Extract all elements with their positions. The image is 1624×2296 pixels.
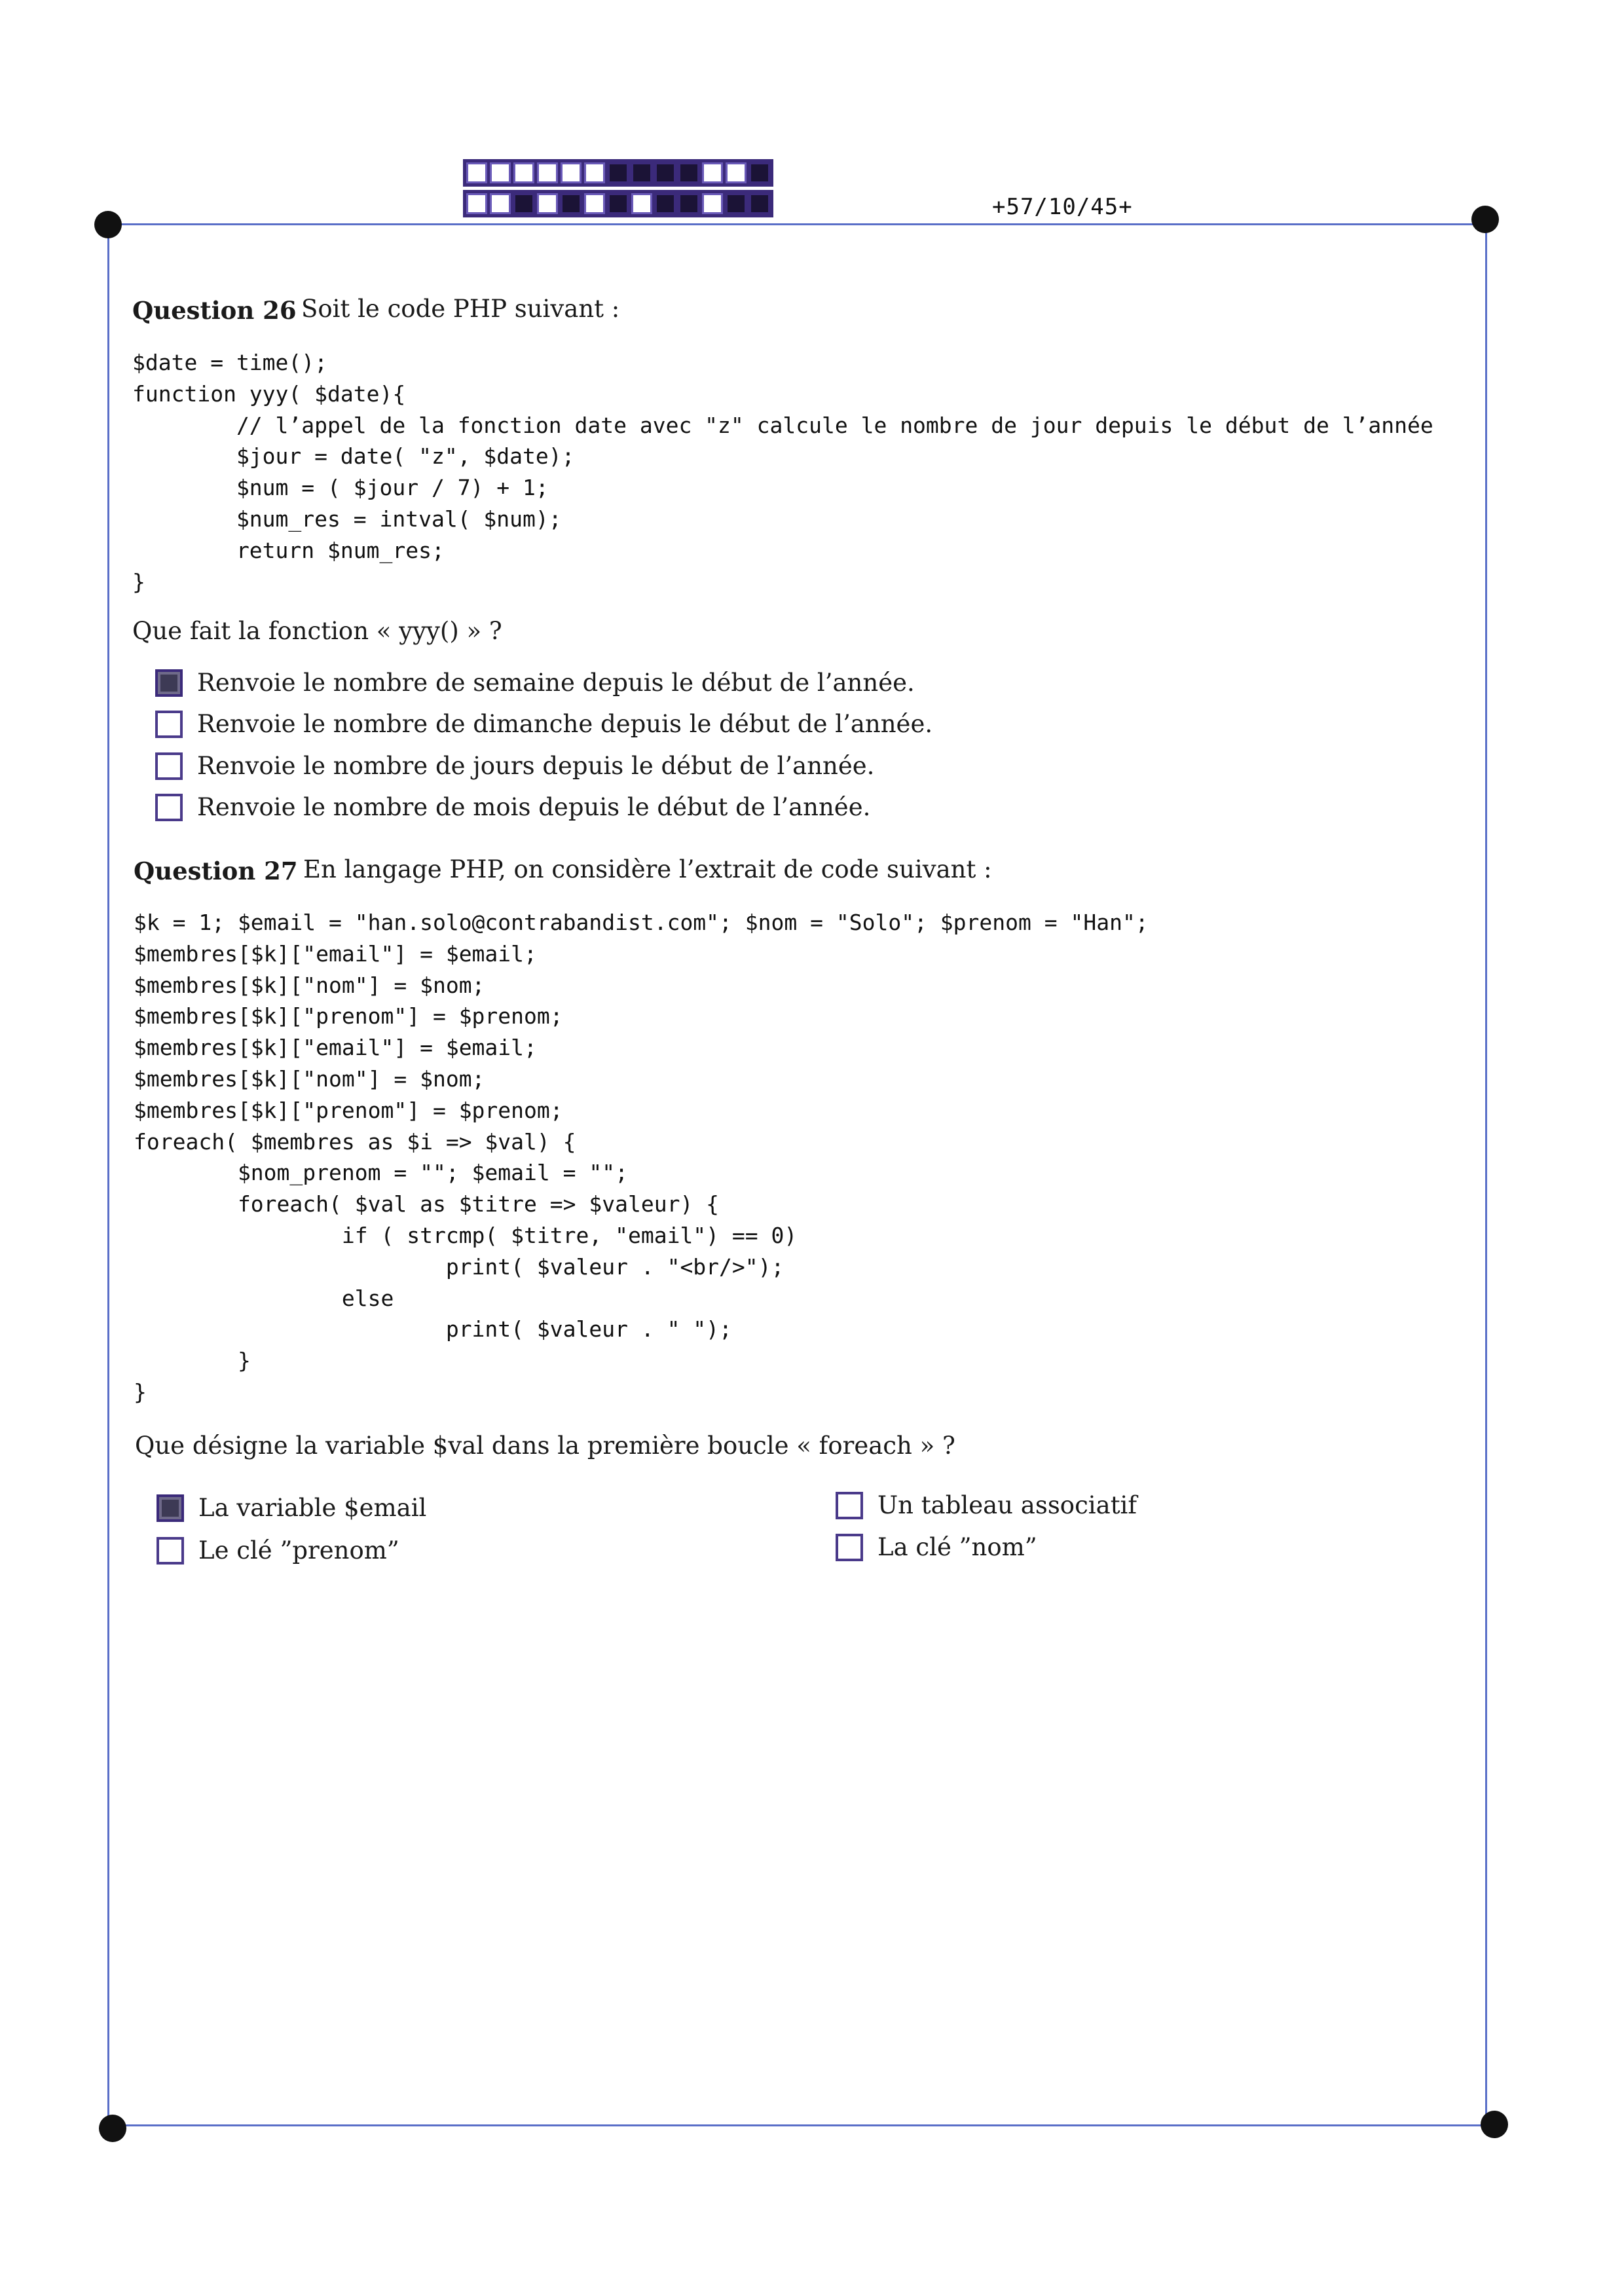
corner-marker-top-left bbox=[94, 211, 122, 238]
option-label: La variable $email bbox=[198, 1494, 427, 1522]
frame-bottom-line bbox=[113, 2124, 1494, 2126]
barcode-cell bbox=[584, 193, 605, 214]
barcode-cell bbox=[678, 162, 699, 183]
question-26-option-2[interactable] bbox=[155, 710, 932, 738]
question-26-prompt: Que fait la fonction « yyy() » ? bbox=[132, 617, 502, 645]
barcode-cell bbox=[702, 162, 723, 183]
barcode-cell bbox=[631, 193, 652, 214]
frame-right-line bbox=[1485, 219, 1487, 2125]
checkbox-checked[interactable] bbox=[155, 669, 183, 697]
barcode-cell bbox=[537, 162, 558, 183]
barcode-cell bbox=[655, 193, 676, 214]
corner-marker-bottom-left bbox=[99, 2115, 126, 2142]
question-26-title: Question 26 bbox=[132, 296, 297, 325]
barcode-cell bbox=[702, 193, 723, 214]
barcode-cell bbox=[749, 162, 770, 183]
question-26-option-4[interactable] bbox=[155, 793, 870, 821]
barcode-cell bbox=[513, 162, 534, 183]
barcode-cell bbox=[466, 193, 487, 214]
question-26-code: $date = time(); function yyy( $date){ // l’appel de la fonction date avec "z" calcule le nombre de jour depuis le début de l’année $jour = date( "z", $date); $num = ( $jour / 7) + 1; $num_res = intval( $num); return $num_res; } bbox=[132, 350, 1433, 595]
checkbox[interactable] bbox=[157, 1537, 184, 1565]
frame-top-line bbox=[108, 223, 1486, 225]
question-27-title: Question 27 bbox=[134, 857, 298, 885]
barcode-cell bbox=[655, 162, 676, 183]
question-27-code: $k = 1; $email = "han.solo@contrabandist.com"; $nom = "Solo"; $prenom = "Han"; $membres[$k]["email"] = $email; $membres[$k]["nom"] = $nom; $membres[$k]["prenom"] = $prenom; $membres[$k]["email"] = $email; $membres[$k]["nom"] = $nom; $membres[$k]["prenom"] = $prenom; foreach( $membres as $i => $val) { $nom_prenom = ""; $email = ""; foreach( $val as $titre => $valeur) { if ( strcmp( $titre, "email") == 0) print( $valeur . "<br/>"); else print( $valeur . " "); } } bbox=[134, 910, 1149, 1405]
barcode-row-bottom bbox=[463, 190, 773, 217]
option-label: Le clé ”prenom” bbox=[198, 1536, 399, 1565]
barcode-cell bbox=[726, 162, 747, 183]
barcode-cell bbox=[726, 193, 747, 214]
barcode-cell bbox=[561, 162, 581, 183]
checkbox[interactable] bbox=[836, 1492, 863, 1519]
question-27-intro: En langage PHP, on considère l’extrait de code suivant : bbox=[303, 855, 992, 883]
barcode-cell bbox=[608, 162, 629, 183]
barcode-cell bbox=[749, 193, 770, 214]
barcode-cell bbox=[584, 162, 605, 183]
checkbox[interactable] bbox=[155, 752, 183, 780]
question-27-option-3[interactable] bbox=[836, 1491, 1137, 1519]
option-label: La clé ”nom” bbox=[877, 1533, 1037, 1561]
barcode-cell bbox=[631, 162, 652, 183]
question-26-intro: Soit le code PHP suivant : bbox=[301, 295, 620, 323]
question-26-option-1[interactable] bbox=[155, 669, 915, 697]
option-label: Renvoie le nombre de semaine depuis le début de l’année. bbox=[197, 669, 915, 697]
barcode-cell bbox=[678, 193, 699, 214]
corner-marker-bottom-right bbox=[1481, 2111, 1508, 2138]
question-27-option-1[interactable] bbox=[157, 1494, 426, 1522]
question-27-option-4[interactable] bbox=[836, 1533, 1037, 1561]
barcode-cell bbox=[466, 162, 487, 183]
barcode-cell bbox=[490, 162, 511, 183]
barcode-cell bbox=[537, 193, 558, 214]
barcode-cell bbox=[608, 193, 629, 214]
checkbox-checked[interactable] bbox=[157, 1494, 184, 1522]
corner-marker-top-right bbox=[1471, 206, 1499, 233]
page-id: +57/10/45+ bbox=[992, 194, 1133, 220]
checkbox[interactable] bbox=[836, 1534, 863, 1561]
checkbox[interactable] bbox=[155, 794, 183, 821]
option-label: Renvoie le nombre de jours depuis le début de l’année. bbox=[197, 752, 875, 780]
barcode-cell bbox=[561, 193, 581, 214]
question-26-option-3[interactable] bbox=[155, 752, 874, 780]
option-label: Renvoie le nombre de mois depuis le début de l’année. bbox=[197, 793, 871, 821]
question-27-option-2[interactable] bbox=[157, 1536, 399, 1565]
option-label: Renvoie le nombre de dimanche depuis le début de l’année. bbox=[197, 710, 933, 738]
barcode-row-top bbox=[463, 159, 773, 187]
frame-left-line bbox=[107, 223, 109, 2129]
question-27-prompt: Que désigne la variable $val dans la première boucle « foreach » ? bbox=[135, 1432, 955, 1460]
checkbox[interactable] bbox=[155, 711, 183, 738]
barcode-cell bbox=[513, 193, 534, 214]
barcode-cell bbox=[490, 193, 511, 214]
option-label: Un tableau associatif bbox=[877, 1491, 1137, 1519]
